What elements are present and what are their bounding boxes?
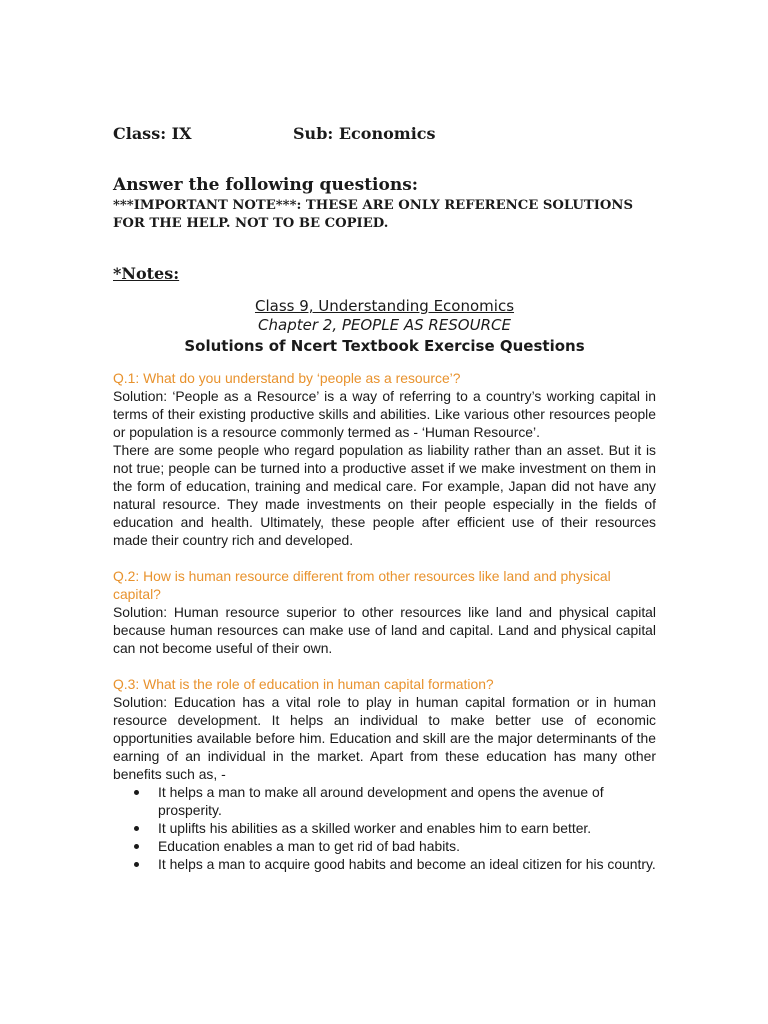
bullet-icon: [134, 790, 139, 795]
bullet-icon: [134, 844, 139, 849]
qa-content: [113, 369, 656, 891]
list-item: [158, 783, 656, 819]
answer-heading: Answer the following questions:: [113, 175, 419, 195]
bullet-icon: [134, 862, 139, 867]
answer-paragraph: There are some people who regard population as liability rather than an asset. But it is not true; people can be turned into a productive asset if we make investment on them in the form of education, training and medical care. For example, Japan did not have any natural resource. They made investments on their people especially in the fields of education and health. Ultimately, these people after efficient use of their resources made their country rich and developed.: [113, 442, 656, 548]
list-item-text: Education enables a man to get rid of bad habits.: [158, 838, 460, 854]
chapter-title-block: [113, 297, 656, 357]
answer-paragraph: Solution: Human resource superior to other resources like land and physical capital because human resources can make use of land and capital. Land and physical capital can not become useful of their own.: [113, 604, 656, 656]
list-item-text: It helps a man to acquire good habits and become an ideal citizen for his country.: [158, 856, 656, 872]
list-item: [158, 819, 656, 837]
class-label: Class: IX: [113, 124, 192, 143]
important-note: ***IMPORTANT NOTE***: THESE ARE ONLY REFERENCE SOLUTIONS FOR THE HELP. NOT TO BE COPIED.: [113, 198, 633, 231]
answer-paragraph: Solution: Education has a vital role to play in human capital formation or in human resource development. It helps an individual to make better use of economic opportunities available before him. Education and skill are the major determinants of the earning of an individual in the market. Apart from these education has many other benefits such as, -: [113, 694, 656, 782]
class-subject-line: [113, 124, 436, 143]
question-text: Q.2: How is human resource different from other resources like land and physical capital?: [113, 568, 611, 602]
notes-heading: *Notes:: [113, 264, 180, 283]
qa-item-3: [113, 675, 656, 873]
answer-paragraph: Solution: ‘People as a Resource’ is a way of referring to a country’s working capital in terms of their existing productive skills and abilities. Like various other resources people or population is a resource commonly termed as - ‘Human Resource’.: [113, 388, 656, 440]
qa-item-2: [113, 567, 656, 657]
question-text: Q.3: What is the role of education in human capital formation?: [113, 676, 494, 692]
list-item: [158, 855, 656, 873]
list-item: [158, 837, 656, 855]
list-item-text: It uplifts his abilities as a skilled worker and enables him to earn better.: [158, 820, 592, 836]
benefits-list: [113, 783, 656, 873]
solutions-title: Solutions of Ncert Textbook Exercise Questions: [184, 337, 585, 355]
course-title: Class 9, Understanding Economics: [254, 297, 515, 315]
bullet-icon: [134, 826, 139, 831]
question-text: Q.1: What do you understand by ‘people as a resource’?: [113, 370, 461, 386]
qa-item-1: [113, 369, 656, 549]
list-item-text: It helps a man to make all around development and opens the avenue of prosperity.: [158, 784, 604, 818]
chapter-title: Chapter 2, PEOPLE AS RESOURCE: [258, 316, 511, 334]
subject-label: Sub: Economics: [293, 124, 436, 143]
